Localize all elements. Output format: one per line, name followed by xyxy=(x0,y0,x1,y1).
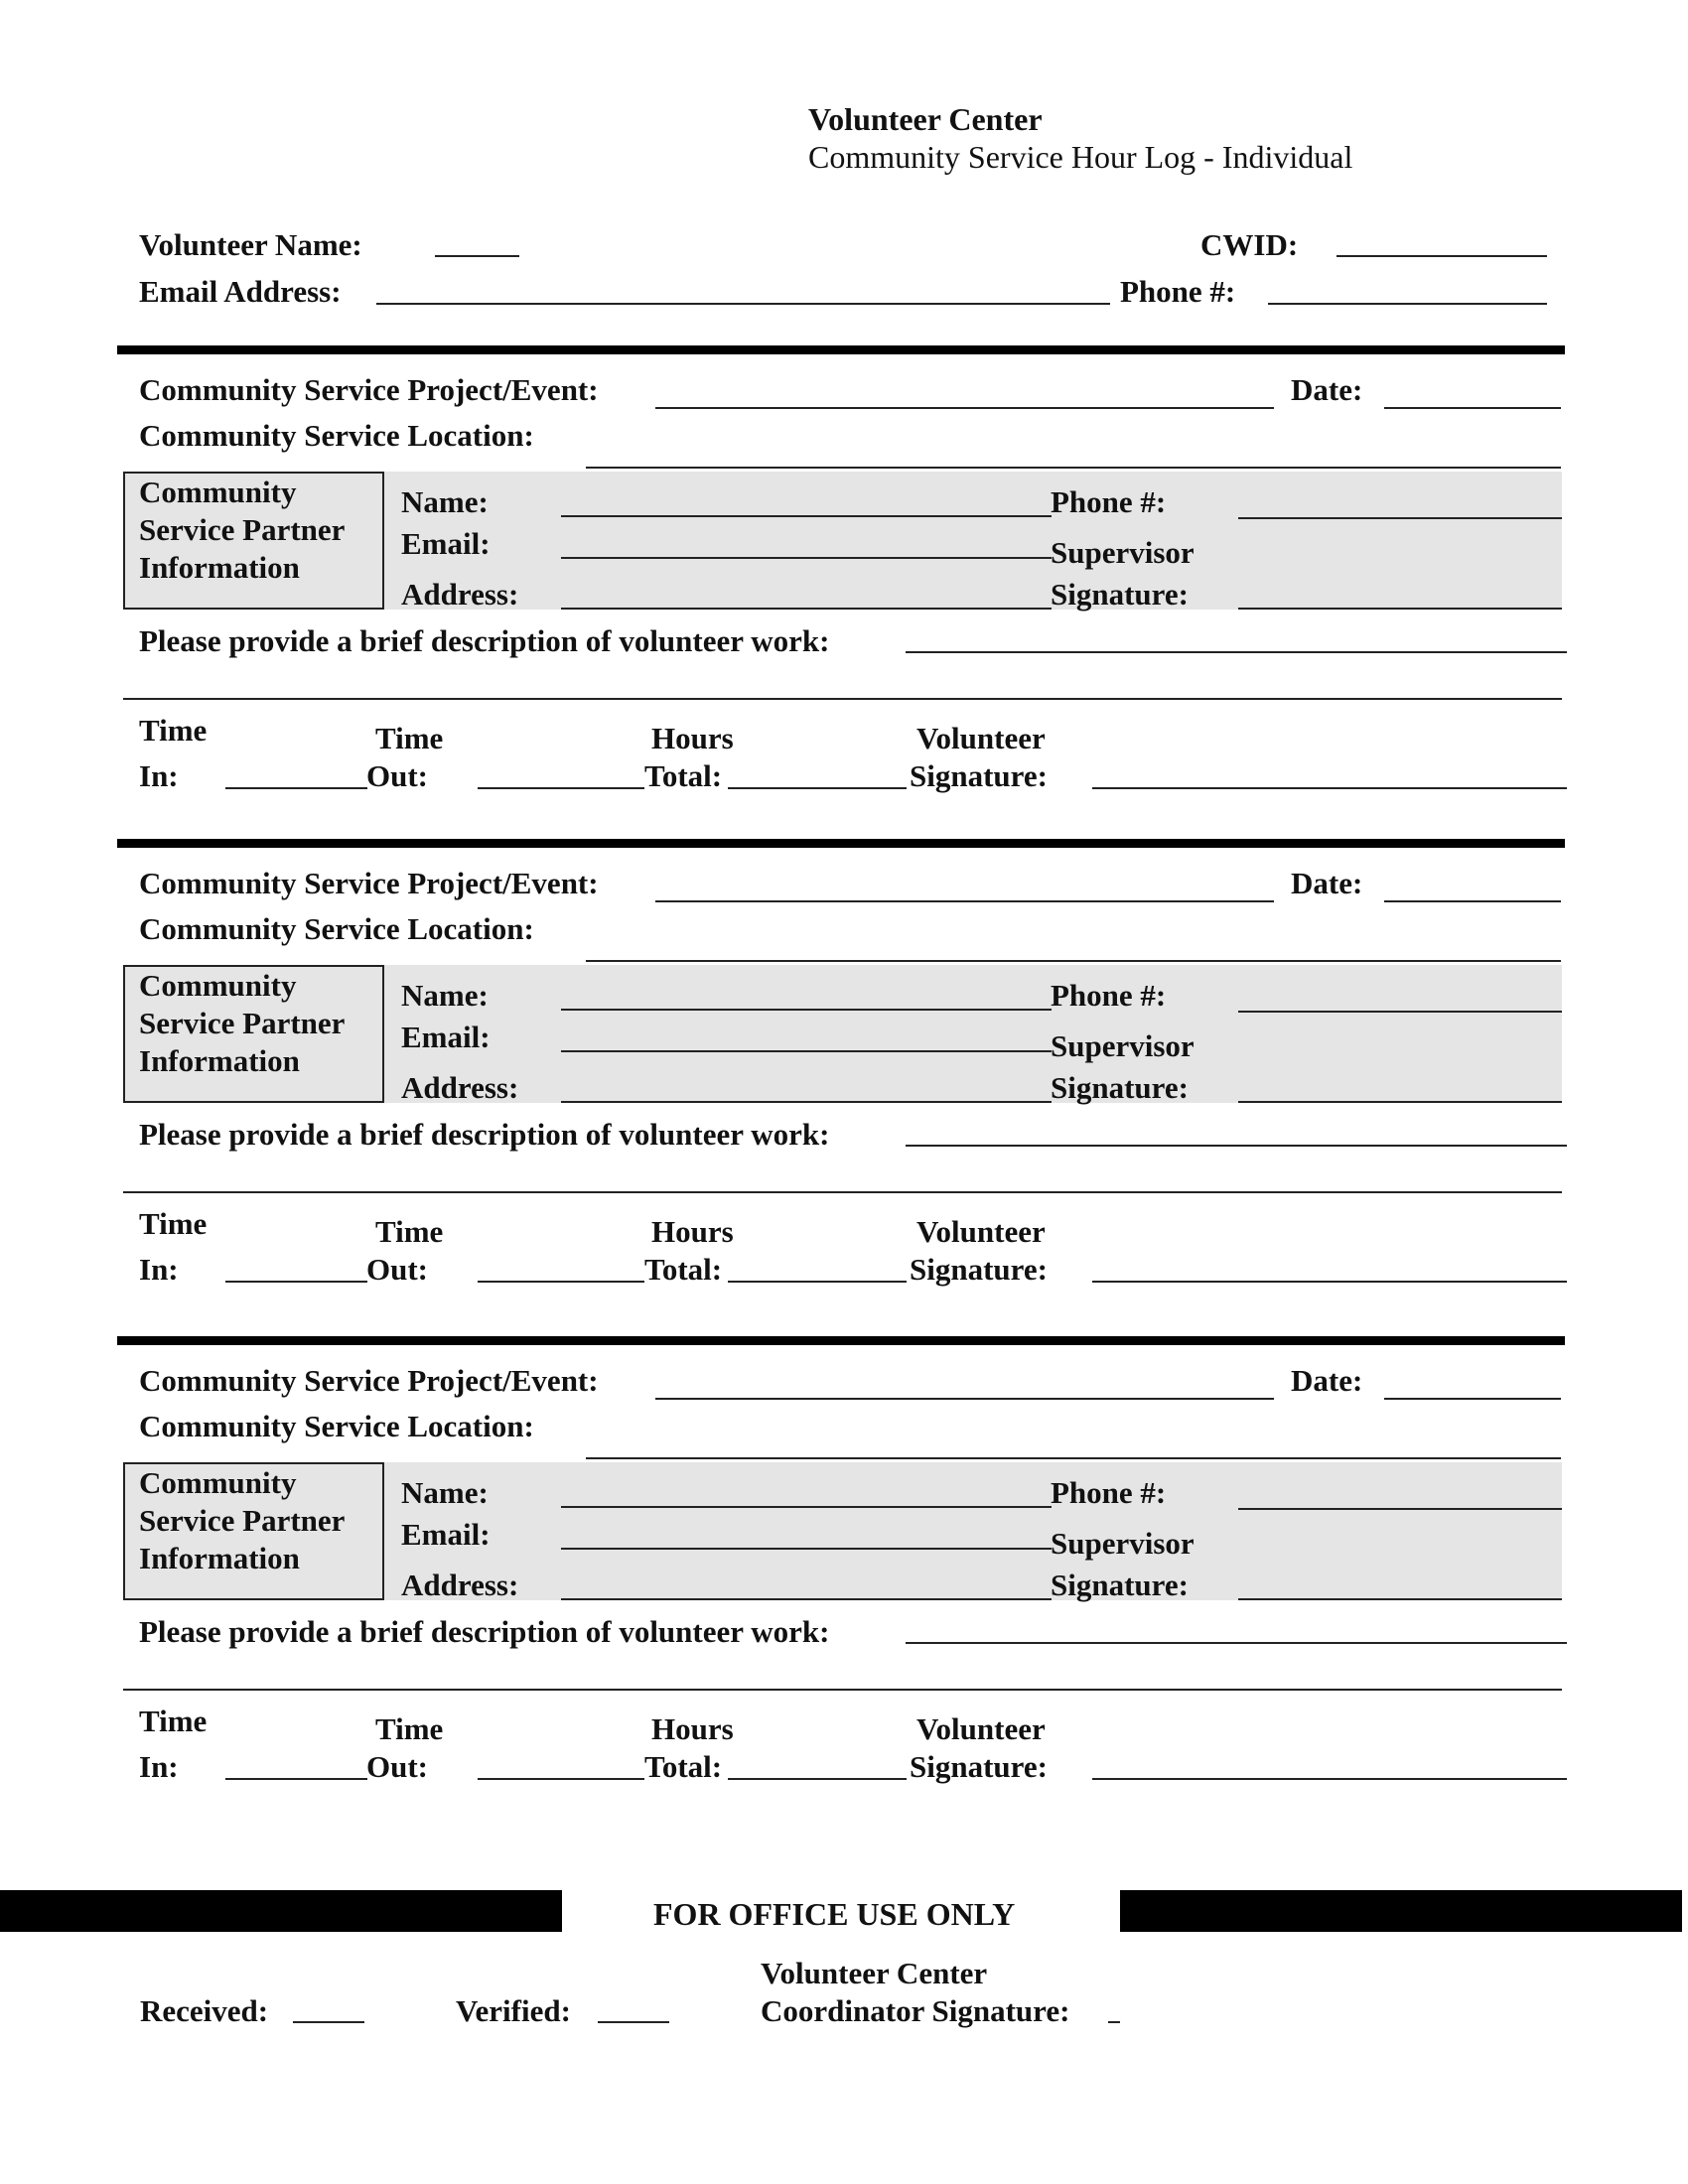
description-field-line2[interactable] xyxy=(123,1689,1562,1691)
project-field[interactable] xyxy=(655,900,1274,902)
partner-name-field[interactable] xyxy=(561,515,1052,517)
office-use-banner: FOR OFFICE USE ONLY xyxy=(653,1896,1016,1932)
time-in-label-top: Time xyxy=(139,713,208,748)
supervisor-label: Supervisor xyxy=(1051,535,1195,570)
hours-total-label: Total: xyxy=(644,1749,723,1784)
cwid-field[interactable] xyxy=(1336,255,1547,257)
location-field[interactable] xyxy=(586,467,1561,469)
cwid-label: CWID: xyxy=(1200,227,1299,262)
partner-name-label: Name: xyxy=(401,484,489,519)
description-field-line1[interactable] xyxy=(906,1145,1567,1147)
volunteer-sig-label-top: Volunteer xyxy=(916,1214,1046,1249)
partner-phone-field[interactable] xyxy=(1238,1508,1562,1510)
date-label: Date: xyxy=(1291,866,1363,900)
hours-total-field[interactable] xyxy=(728,787,907,789)
hours-total-label: Total: xyxy=(644,758,723,793)
partner-fields-shade xyxy=(384,965,1562,1103)
description-label: Please provide a brief description of volunteer work: xyxy=(139,1614,830,1649)
hours-total-label: Total: xyxy=(644,1252,723,1287)
time-out-label-top: Time xyxy=(375,721,444,755)
partner-name-field[interactable] xyxy=(561,1009,1052,1011)
time-out-label-bottom: Out: xyxy=(366,1749,428,1784)
time-out-label-bottom: Out: xyxy=(366,1252,428,1287)
project-label: Community Service Project/Event: xyxy=(139,866,599,900)
partner-address-label: Address: xyxy=(401,1568,519,1602)
date-field[interactable] xyxy=(1384,900,1561,902)
time-out-field[interactable] xyxy=(478,1778,644,1780)
time-in-label-top: Time xyxy=(139,1704,208,1738)
hours-label-top: Hours xyxy=(651,721,734,755)
description-field-line1[interactable] xyxy=(906,1642,1567,1644)
supervisor-signature-field[interactable] xyxy=(1238,1598,1562,1600)
partner-address-label: Address: xyxy=(401,577,519,612)
partner-phone-label: Phone #: xyxy=(1051,978,1167,1013)
verified-label: Verified: xyxy=(456,1993,571,2028)
partner-box-line1: Community xyxy=(139,968,297,1003)
partner-box-line2: Service Partner xyxy=(139,1006,346,1040)
date-field[interactable] xyxy=(1384,407,1561,409)
partner-box-line1: Community xyxy=(139,1465,297,1500)
volunteer-name-label: Volunteer Name: xyxy=(139,227,362,262)
verified-field[interactable] xyxy=(598,2021,669,2023)
time-in-label-top: Time xyxy=(139,1206,208,1241)
partner-box-line3: Information xyxy=(139,550,300,585)
email-address-field[interactable] xyxy=(376,303,1110,305)
volunteer-sig-label-bottom: Signature: xyxy=(910,1749,1048,1784)
partner-address-field[interactable] xyxy=(561,1101,1052,1103)
description-label: Please provide a brief description of volunteer work: xyxy=(139,1117,830,1152)
partner-name-label: Name: xyxy=(401,1475,489,1510)
email-address-label: Email Address: xyxy=(139,274,342,309)
supervisor-signature-field[interactable] xyxy=(1238,1101,1562,1103)
date-label: Date: xyxy=(1291,1363,1363,1398)
partner-email-field[interactable] xyxy=(561,1548,1052,1550)
partner-fields-shade xyxy=(384,472,1562,610)
hours-total-field[interactable] xyxy=(728,1281,907,1283)
partner-address-field[interactable] xyxy=(561,608,1052,610)
office-bar-right xyxy=(1120,1890,1682,1932)
section-divider xyxy=(117,345,1565,354)
location-label: Community Service Location: xyxy=(139,1409,534,1443)
time-in-label-bottom: In: xyxy=(139,758,179,793)
partner-email-field[interactable] xyxy=(561,1050,1052,1052)
coordinator-signature-field[interactable] xyxy=(1108,2021,1120,2023)
time-out-label-top: Time xyxy=(375,1214,444,1249)
location-label: Community Service Location: xyxy=(139,418,534,453)
section-divider xyxy=(117,839,1565,848)
project-label: Community Service Project/Event: xyxy=(139,1363,599,1398)
time-out-label-bottom: Out: xyxy=(366,758,428,793)
partner-name-field[interactable] xyxy=(561,1506,1052,1508)
volunteer-signature-field[interactable] xyxy=(1092,787,1567,789)
partner-info-box xyxy=(123,965,384,1103)
partner-phone-field[interactable] xyxy=(1238,517,1562,519)
description-field-line2[interactable] xyxy=(123,1191,1562,1193)
time-in-field[interactable] xyxy=(225,787,367,789)
org-title: Volunteer Center xyxy=(808,101,1043,137)
description-label: Please provide a brief description of volunteer work: xyxy=(139,623,830,658)
partner-email-label: Email: xyxy=(401,1020,491,1054)
supervisor-signature-field[interactable] xyxy=(1238,608,1562,610)
location-field[interactable] xyxy=(586,960,1561,962)
received-field[interactable] xyxy=(293,2021,364,2023)
received-label: Received: xyxy=(140,1993,269,2028)
partner-email-label: Email: xyxy=(401,526,491,561)
volunteer-sig-label-bottom: Signature: xyxy=(910,758,1048,793)
phone-label: Phone #: xyxy=(1120,274,1236,309)
project-label: Community Service Project/Event: xyxy=(139,372,599,407)
partner-box-line2: Service Partner xyxy=(139,1503,346,1538)
time-out-label-top: Time xyxy=(375,1711,444,1746)
partner-box-line3: Information xyxy=(139,1541,300,1575)
partner-phone-label: Phone #: xyxy=(1051,1475,1167,1510)
date-field[interactable] xyxy=(1384,1398,1561,1400)
hours-total-field[interactable] xyxy=(728,1778,907,1780)
partner-email-label: Email: xyxy=(401,1517,491,1552)
supervisor-signature-label: Signature: xyxy=(1051,1070,1189,1105)
volunteer-sig-label-bottom: Signature: xyxy=(910,1252,1048,1287)
partner-phone-label: Phone #: xyxy=(1051,484,1167,519)
partner-address-field[interactable] xyxy=(561,1598,1052,1600)
volunteer-signature-field[interactable] xyxy=(1092,1778,1567,1780)
hours-label-top: Hours xyxy=(651,1214,734,1249)
hours-label-top: Hours xyxy=(651,1711,734,1746)
partner-info-box xyxy=(123,472,384,610)
supervisor-label: Supervisor xyxy=(1051,1028,1195,1063)
supervisor-signature-label: Signature: xyxy=(1051,577,1189,612)
time-out-field[interactable] xyxy=(478,1281,644,1283)
description-field-line1[interactable] xyxy=(906,651,1567,653)
time-in-label-bottom: In: xyxy=(139,1749,179,1784)
volunteer-name-field[interactable] xyxy=(435,255,519,257)
date-label: Date: xyxy=(1291,372,1363,407)
location-field[interactable] xyxy=(586,1457,1561,1459)
project-field[interactable] xyxy=(655,407,1274,409)
supervisor-label: Supervisor xyxy=(1051,1526,1195,1561)
partner-box-line2: Service Partner xyxy=(139,512,346,547)
time-in-field[interactable] xyxy=(225,1281,367,1283)
section-divider xyxy=(117,1336,1565,1345)
form-subtitle: Community Service Hour Log - Individual xyxy=(808,139,1353,175)
coordinator-label-line1: Volunteer Center xyxy=(761,1956,988,1990)
office-bar-left xyxy=(0,1890,562,1932)
volunteer-sig-label-top: Volunteer xyxy=(916,721,1046,755)
time-in-field[interactable] xyxy=(225,1778,367,1780)
time-in-label-bottom: In: xyxy=(139,1252,179,1287)
project-field[interactable] xyxy=(655,1398,1274,1400)
partner-fields-shade xyxy=(384,1462,1562,1600)
volunteer-sig-label-top: Volunteer xyxy=(916,1711,1046,1746)
location-label: Community Service Location: xyxy=(139,911,534,946)
phone-field[interactable] xyxy=(1268,303,1547,305)
partner-box-line1: Community xyxy=(139,475,297,509)
partner-box-line3: Information xyxy=(139,1043,300,1078)
partner-email-field[interactable] xyxy=(561,557,1052,559)
partner-address-label: Address: xyxy=(401,1070,519,1105)
time-out-field[interactable] xyxy=(478,787,644,789)
partner-info-box xyxy=(123,1462,384,1600)
description-field-line2[interactable] xyxy=(123,698,1562,700)
partner-phone-field[interactable] xyxy=(1238,1011,1562,1013)
partner-name-label: Name: xyxy=(401,978,489,1013)
supervisor-signature-label: Signature: xyxy=(1051,1568,1189,1602)
coordinator-label-line2: Coordinator Signature: xyxy=(761,1993,1070,2028)
volunteer-signature-field[interactable] xyxy=(1092,1281,1567,1283)
